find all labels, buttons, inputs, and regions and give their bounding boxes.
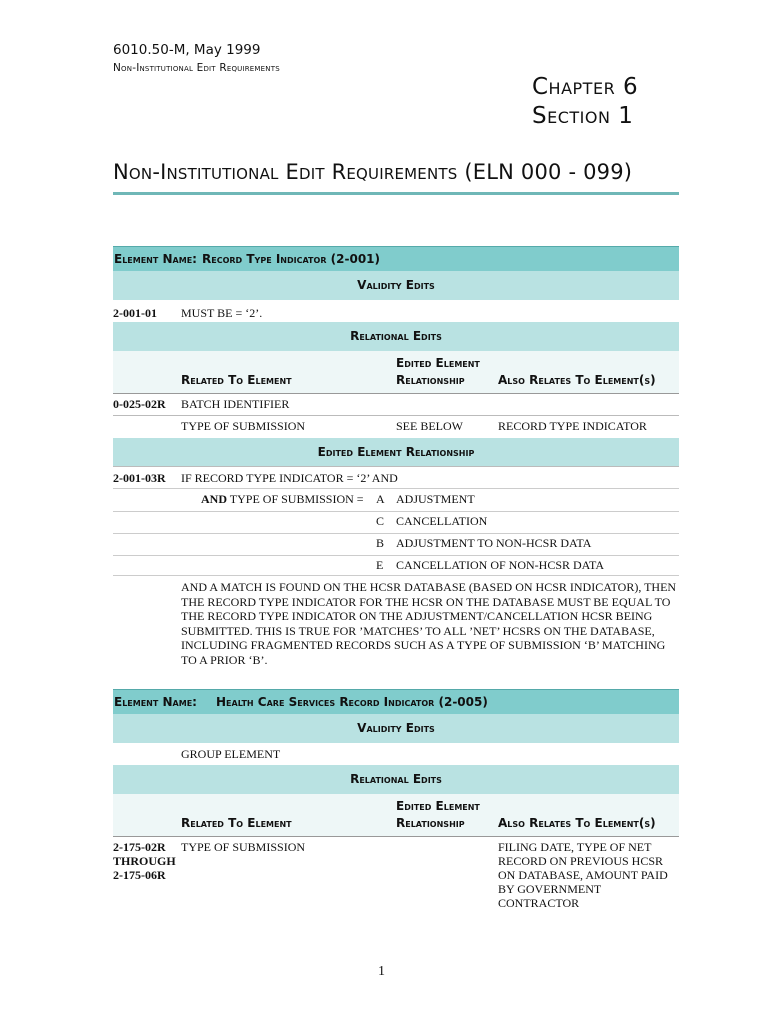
- eer-code: 2-001-03R: [113, 471, 166, 485]
- eer-paragraph: AND A MATCH IS FOUND ON THE HCSR DATABASE (BASED ON HCSR INDICATOR), THEN THE RECORD TYPE INDICATOR FOR THE HCSR ON THE DATABASE MUST BE EQUAL TO THE RECORD TYPE INDICATOR ON THE ADJUSTMENT/CANCELLATION HCSR BEING SUBMITTED. THIS IS TRUE FOR ’MATCHES’ TO ALL ’NET’ HCSRS ON THE DATABASE, INCLUDING FRAGMENTED RECORDS SUCH AS A TYPE OF SUBMISSION ‘B’ MATCHING TO A PRIOR ‘B’.: [181, 580, 677, 667]
- row-divider: [113, 415, 679, 416]
- row-code: 2-175-02R: [113, 840, 166, 854]
- col-related-to-element: Related To Element: [181, 816, 292, 830]
- row-divider: [113, 836, 679, 837]
- col-edited-element: Edited Element: [396, 799, 480, 813]
- col-also-relates: Also Relates To Element(s): [498, 816, 656, 830]
- row-also-relates: ON DATABASE, AMOUNT PAID: [498, 868, 668, 882]
- validity-code: 2-001-01: [113, 306, 157, 320]
- option-text: CANCELLATION OF NON-HCSR DATA: [396, 558, 605, 572]
- option-code: E: [376, 558, 384, 572]
- option-code: C: [376, 514, 385, 528]
- row-divider: [113, 488, 679, 489]
- row-divider: [113, 533, 679, 534]
- row-relationship: SEE BELOW: [396, 419, 463, 433]
- option-code: B: [376, 536, 385, 550]
- and-keyword: AND: [201, 492, 227, 506]
- row-also-relates: BY GOVERNMENT: [498, 882, 602, 896]
- relational-edits-title: Relational Edits: [350, 772, 442, 786]
- element-name-label: Element Name:: [114, 695, 197, 709]
- row-divider: [113, 555, 679, 556]
- element-name-label: Element Name:: [114, 252, 197, 266]
- running-subtitle: Non-Institutional Edit Requirements: [113, 62, 280, 74]
- element-name-bar: [113, 689, 679, 715]
- element-name-value: Record Type Indicator (2-001): [202, 252, 381, 266]
- option-code: A: [376, 492, 385, 506]
- relational-header-row: [113, 794, 679, 836]
- row-also-relates: CONTRACTOR: [498, 896, 580, 910]
- row-also-relates: FILING DATE, TYPE OF NET: [498, 840, 652, 854]
- row-divider: [113, 466, 679, 467]
- row-also-relates: RECORD TYPE INDICATOR: [498, 419, 647, 433]
- relational-edits-band: [113, 765, 679, 794]
- validity-edits-title: Validity Edits: [357, 721, 435, 735]
- col-relationship: Relationship: [396, 816, 465, 830]
- eer-and-condition: [201, 492, 364, 507]
- validity-text: GROUP ELEMENT: [181, 747, 281, 761]
- col-relationship: Relationship: [396, 373, 465, 387]
- document-id: 6010.50-M, May 1999: [113, 42, 261, 58]
- col-edited-element: Edited Element: [396, 356, 480, 370]
- validity-edits-band: [113, 714, 679, 743]
- page-number: 1: [378, 964, 385, 979]
- eer-title: Edited Element Relationship: [317, 445, 475, 459]
- eer-band: [113, 438, 679, 466]
- col-related-to-element: Related To Element: [181, 373, 292, 387]
- row-divider: [113, 393, 679, 394]
- relational-header-row: [113, 351, 679, 393]
- section-label: Section 1: [532, 103, 634, 129]
- row-divider: [113, 511, 679, 512]
- validity-text: MUST BE = ‘2’.: [181, 306, 263, 320]
- row-related-element: TYPE OF SUBMISSION: [181, 840, 306, 854]
- element-name-bar: [113, 246, 679, 272]
- and-condition-text: TYPE OF SUBMISSION =: [227, 492, 364, 506]
- row-code-through: THROUGH: [113, 854, 176, 868]
- validity-edits-band: [113, 271, 679, 300]
- relational-edits-band: [113, 322, 679, 351]
- row-related-element: BATCH IDENTIFIER: [181, 397, 290, 411]
- option-text: ADJUSTMENT TO NON-HCSR DATA: [396, 536, 592, 550]
- relational-edits-title: Relational Edits: [350, 329, 442, 343]
- option-text: CANCELLATION: [396, 514, 488, 528]
- col-also-relates: Also Relates To Element(s): [498, 373, 656, 387]
- element-name-value: Health Care Services Record Indicator (2-005): [216, 695, 488, 709]
- option-text: ADJUSTMENT: [396, 492, 475, 506]
- row-related-element: TYPE OF SUBMISSION: [181, 419, 306, 433]
- row-also-relates: RECORD ON PREVIOUS HCSR: [498, 854, 664, 868]
- page-title: Non-Institutional Edit Requirements (ELN 000 - 099): [113, 160, 633, 184]
- eer-condition: IF RECORD TYPE INDICATOR = ‘2’ AND: [181, 471, 398, 485]
- row-divider: [113, 575, 679, 576]
- validity-edits-title: Validity Edits: [357, 278, 435, 292]
- row-code: 0-025-02R: [113, 397, 166, 411]
- row-code: 2-175-06R: [113, 868, 166, 882]
- chapter-label: Chapter 6: [532, 74, 639, 100]
- title-divider: [113, 192, 679, 195]
